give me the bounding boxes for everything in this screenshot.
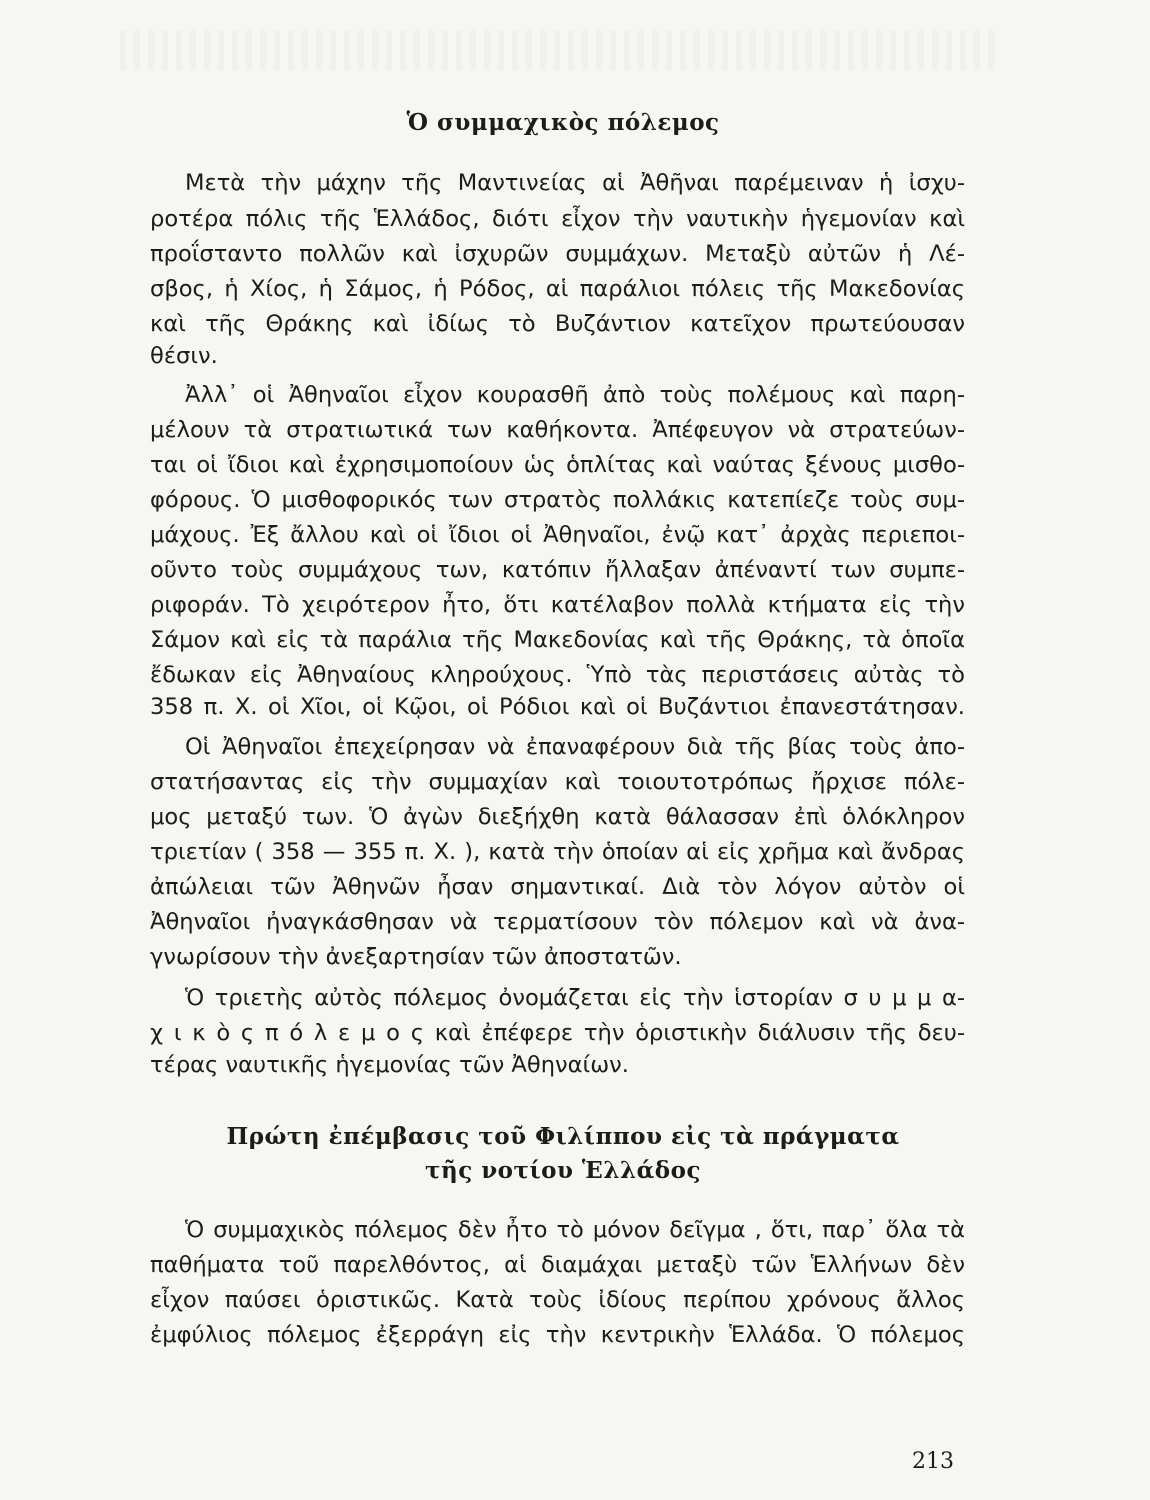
paragraph-line: χ ι κ ὸ ς π ό λ ε μ ο ς καὶ ἐπέφερε τὴν ὁριστικὴν διάλυσιν τῆς δευ- <box>150 1020 965 1046</box>
paragraph-line: μάχους. Ἐξ ἄλλου καὶ οἱ ἴδιοι οἱ Ἀθηναῖοι, ἐνῷ κατ᾽ ἀρχὰς περιεποι- <box>150 522 965 548</box>
paragraph-line: ἐμφύλιος πόλεμος ἐξερράγη εἰς τὴν κεντρικὴν Ἑλλάδα. Ὁ πόλεμος <box>150 1322 965 1348</box>
paragraph-line: καὶ τῆς Θράκης καὶ ἰδίως τὸ Βυζάντιον κατεῖχον πρωτεύουσαν <box>150 311 965 337</box>
paragraph-line: Ὁ τριετὴς αὐτὸς πόλεμος ὀνομάζεται εἰς τὴν ἱστορίαν σ υ μ μ α- <box>185 985 965 1011</box>
section-title-line-1: Πρώτη ἐπέμβασις τοῦ Φιλίππου εἰς τὰ πράγματα <box>226 1123 900 1150</box>
paragraph-line: τέρας ναυτικῆς ἡγεμονίας τῶν Ἀθηναίων. <box>150 1052 629 1078</box>
paragraph-line: Ὁ συμμαχικὸς πόλεμος δὲν ἦτο τὸ μόνον δεῖγμα , ὅτι, παρ᾽ ὅλα τὰ <box>185 1217 965 1243</box>
paragraph-line: ται οἱ ἴδιοι καὶ ἐχρησιμοποίουν ὡς ὁπλίτας καὶ ναύτας ξένους μισθο- <box>150 452 965 478</box>
paragraph-line: ἔδωκαν εἰς Ἀθηναίους κληρούχους. Ὑπὸ τὰς περιστάσεις αὐτὰς τὸ <box>150 662 965 688</box>
paragraph-line: Μετὰ τὴν μάχην τῆς Μαντινείας αἱ Ἀθῆναι παρέμειναν ἡ ἰσχυ- <box>185 170 965 196</box>
paragraph-line: γνωρίσουν τὴν ἀνεξαρτησίαν τῶν ἀποστατῶν. <box>150 944 682 970</box>
paragraph-line: στατήσαντας εἰς τὴν συμμαχίαν καὶ τοιουτοτρόπως ἤρχισε πόλε- <box>150 769 965 795</box>
paragraph-line: Οἱ Ἀθηναῖοι ἐπεχείρησαν νὰ ἐπαναφέρουν διὰ τῆς βίας τοὺς ἀπο- <box>185 734 965 760</box>
paragraph-line: ριφοράν. Τὸ χειρότερον ἦτο, ὅτι κατέλαβον πολλὰ κτήματα εἰς τὴν <box>150 592 965 618</box>
paragraph-line: τριετίαν ( 358 — 355 π. Χ. ), κατὰ τὴν ὁποίαν αἱ εἰς χρῆμα καὶ ἄνδρας <box>150 839 965 865</box>
paragraph-line: μος μεταξύ των. Ὁ ἀγὼν διεξήχθη κατὰ θάλασσαν ἐπὶ ὁλόκληρον <box>150 804 965 830</box>
paragraph-line: ροτέρα πόλις τῆς Ἑλλάδος, διότι εἶχον τὴν ναυτικὴν ἡγεμονίαν καὶ <box>150 206 965 232</box>
paragraph-line: Σάμον καὶ εἰς τὰ παράλια τῆς Μακεδονίας καὶ τῆς Θράκης, τὰ ὁποῖα <box>150 627 965 653</box>
paragraph-line: 358 π. Χ. οἱ Χῖοι, οἱ Κῷοι, οἱ Ρόδιοι καὶ οἱ Βυζάντιοι ἐπανεστάτησαν. <box>150 694 965 720</box>
paragraph-line: σβος, ἡ Χίος, ἡ Σάμος, ἡ Ρόδος, αἱ παράλιοι πόλεις τῆς Μακεδονίας <box>150 276 965 302</box>
paragraph-line: θέσιν. <box>150 343 218 369</box>
paragraph-line: ἀπώλειαι τῶν Ἀθηνῶν ἦσαν σημαντικαί. Διὰ τὸν λόγον αὐτὸν οἱ <box>150 874 965 900</box>
bleed-through-texture <box>120 30 1000 70</box>
paragraph-line: εἶχον παύσει ὁριστικῶς. Κατὰ τοὺς ἰδίους περίπου χρόνους ἄλλος <box>150 1287 965 1313</box>
page-number: 213 <box>912 1449 954 1474</box>
section-title-line-2: τῆς νοτίου Ἑλλάδος <box>425 1157 701 1184</box>
paragraph-line: Ἀλλ᾽ οἱ Ἀθηναῖοι εἶχον κουρασθῆ ἀπὸ τοὺς πολέμους καὶ παρη- <box>185 382 965 408</box>
paragraph-line: προΐσταντο πολλῶν καὶ ἰσχυρῶν συμμάχων. Μεταξὺ αὐτῶν ἡ Λέ- <box>150 241 965 267</box>
paragraph-line: φόρους. Ὁ μισθοφορικός των στρατὸς πολλάκις κατεπίεζε τοὺς συμ- <box>150 487 965 513</box>
paragraph-line: οῦντο τοὺς συμμάχους των, κατόπιν ἤλλαξαν ἀπέναντί των συμπε- <box>150 557 965 583</box>
paragraph-line: Ἀθηναῖοι ἠναγκάσθησαν νὰ τερματίσουν τὸν πόλεμον καὶ νὰ ἀνα- <box>150 909 965 935</box>
section-title: Ὁ συμμαχικὸς πόλεμος <box>406 109 720 136</box>
paragraph-line: μέλουν τὰ στρατιωτικά των καθήκοντα. Ἀπέφευγον νὰ στρατεύων- <box>150 417 965 443</box>
paragraph-line: παθήματα τοῦ παρελθόντος, αἱ διαμάχαι μεταξὺ τῶν Ἑλλήνων δὲν <box>150 1252 965 1278</box>
